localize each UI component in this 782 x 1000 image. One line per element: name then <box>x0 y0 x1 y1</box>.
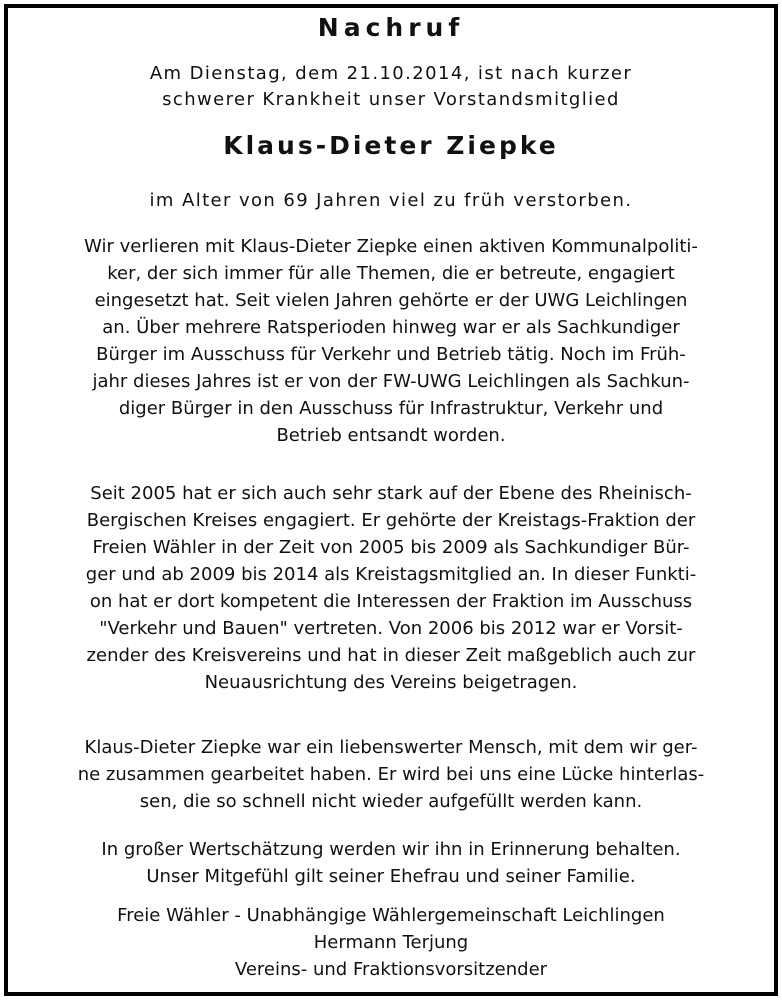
paragraph-line: Bergischen Kreises engagiert. Er gehörte der Kreistags-Fraktion der <box>86 510 696 531</box>
deceased-name: Klaus-Dieter Ziepke <box>223 131 559 160</box>
intro-line: Am Dienstag, dem 21.10.2014, ist nach kurzer <box>149 63 633 84</box>
paragraph-line: ger und ab 2009 bis 2014 als Kreistagsmitglied an. In dieser Funkti- <box>85 564 697 585</box>
closing-line: Unser Mitgefühl gilt seiner Ehefrau und seiner Familie. <box>146 866 636 887</box>
paragraph-line: ne zusammen gearbeitet haben. Er wird bei uns eine Lücke hinterlas- <box>77 764 705 785</box>
paragraph-line: diger Bürger in den Ausschuss für Infrastruktur, Verkehr und <box>118 398 664 419</box>
organization-name: Freie Wähler - Unabhängige Wählergemeinschaft Leichlingen <box>117 905 665 926</box>
paragraph-line: Betrieb entsandt worden. <box>276 425 506 446</box>
paragraph-line: Bürger im Ausschuss für Verkehr und Betrieb tätig. Noch im Früh- <box>96 344 686 365</box>
paragraph-line: zender des Kreisvereins und hat in dieser Zeit maßgeblich auch zur <box>86 645 696 666</box>
paragraph-line: Klaus-Dieter Ziepke war ein liebenswerter Mensch, mit dem wir ger- <box>84 737 698 758</box>
paragraph-line: eingesetzt hat. Seit vielen Jahren gehörte er der UWG Leichlingen <box>94 290 688 311</box>
paragraph-line: Freien Wähler in der Zeit von 2005 bis 2009 als Sachkundiger Bür- <box>92 537 690 558</box>
closing-line: In großer Wertschätzung werden wir ihn in Erinnerung behalten. <box>101 839 681 860</box>
paragraph-line: an. Über mehrere Ratsperioden hinweg war er als Sachkundiger <box>102 317 680 338</box>
paragraph-line: sen, die so schnell nicht wieder aufgefüllt werden kann. <box>139 791 643 812</box>
intro-line: schwerer Krankheit unser Vorstandsmitglied <box>162 89 620 110</box>
paragraph-line: Seit 2005 hat er sich auch sehr stark auf der Ebene des Rheinisch- <box>90 483 692 504</box>
signatory-role: Vereins- und Fraktionsvorsitzender <box>234 959 548 980</box>
paragraph-line: Neuausrichtung des Vereins beigetragen. <box>204 672 578 693</box>
paragraph-line: Wir verlieren mit Klaus-Dieter Ziepke einen aktiven Kommunalpoliti- <box>84 236 698 257</box>
paragraph-line: on hat er dort kompetent die Interessen der Fraktion im Ausschuss <box>89 591 693 612</box>
paragraph-line: jahr dieses Jahres ist er von der FW-UWG Leichlingen als Sachkun- <box>92 371 690 392</box>
paragraph-line: ker, der sich immer für alle Themen, die er betreute, engagiert <box>107 263 675 284</box>
signatory-name: Hermann Terjung <box>313 932 469 953</box>
age-line: im Alter von 69 Jahren viel zu früh verstorben. <box>149 190 633 211</box>
paragraph-line: "Verkehr und Bauen" vertreten. Von 2006 bis 2012 war er Vorsit- <box>99 618 683 639</box>
notice-title: Nachruf <box>317 13 465 42</box>
